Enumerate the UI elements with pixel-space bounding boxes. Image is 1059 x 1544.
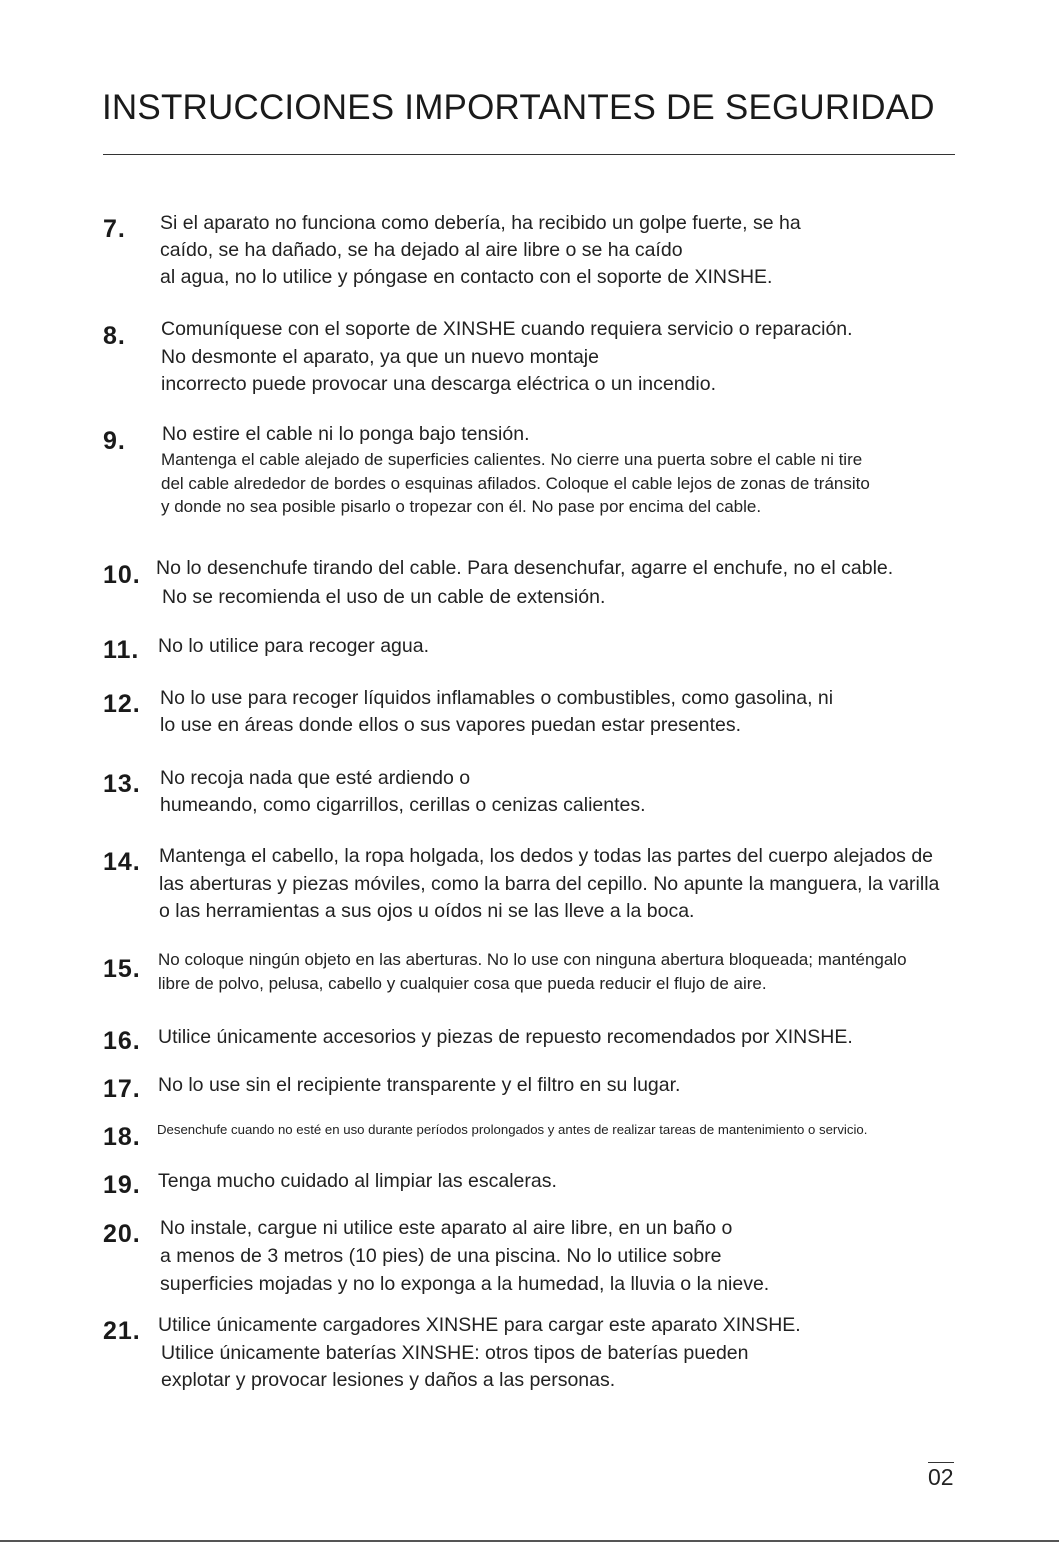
item-text-line: Utilice únicamente accesorios y piezas de repuesto recomendados por XINSHE. — [158, 1026, 853, 1048]
item-number: 9. — [103, 427, 126, 455]
item-text-line: a menos de 3 metros (10 pies) de una piscina. No lo utilice sobre — [160, 1245, 722, 1267]
item-text-line: No instale, cargue ni utilice este aparato al aire libre, en un baño o — [160, 1217, 733, 1239]
item-text-line: libre de polvo, pelusa, cabello y cualquier cosa que pueda reducir el flujo de aire. — [158, 974, 767, 993]
item-number: 8. — [103, 322, 126, 350]
item-text-line: Si el aparato no funciona como debería, ha recibido un golpe fuerte, se ha — [160, 212, 801, 234]
item-text-line: Tenga mucho cuidado al limpiar las escaleras. — [158, 1170, 557, 1192]
item-number: 15. — [103, 955, 141, 983]
item-text-line: caído, se ha dañado, se ha dejado al aire libre o se ha caído — [160, 239, 683, 261]
item-text-line: No lo desenchufe tirando del cable. Para desenchufar, agarre el enchufe, no el cable. — [156, 557, 894, 579]
item-text-line: lo use en áreas donde ellos o sus vapores puedan estar presentes. — [160, 714, 742, 736]
item-number: 16. — [103, 1027, 141, 1055]
item-number: 11. — [103, 636, 140, 664]
item-text-line: No lo utilice para recoger agua. — [158, 635, 429, 657]
item-text-line: No se recomienda el uso de un cable de extensión. — [162, 586, 606, 608]
item-text-line: y donde no sea posible pisarlo o tropezar con él. No pase por encima del cable. — [161, 497, 762, 516]
item-number: 20. — [103, 1220, 141, 1248]
item-text-line: No estire el cable ni lo ponga bajo tensión. — [162, 423, 530, 445]
item-text-line: superficies mojadas y no lo exponga a la humedad, la lluvia o la nieve. — [160, 1273, 770, 1295]
item-text-line: al agua, no lo utilice y póngase en contacto con el soporte de XINSHE. — [160, 266, 773, 288]
item-text-line: Utilice únicamente cargadores XINSHE para cargar este aparato XINSHE. — [158, 1314, 801, 1336]
item-number: 14. — [103, 848, 141, 876]
item-text-line: Comuníquese con el soporte de XINSHE cuando requiera servicio o reparación. — [161, 318, 853, 340]
item-text-line: No lo use sin el recipiente transparente y el filtro en su lugar. — [158, 1074, 681, 1096]
item-number: 17. — [103, 1075, 141, 1103]
item-text-line: humeando, como cigarrillos, cerillas o cenizas calientes. — [160, 794, 646, 816]
item-text-line: del cable alrededor de bordes o esquinas afilados. Coloque el cable lejos de zonas de tránsito — [161, 474, 870, 493]
item-text-line: No desmonte el aparato, ya que un nuevo montaje — [161, 346, 599, 368]
item-text-line: explotar y provocar lesiones y daños a las personas. — [161, 1369, 616, 1391]
item-number: 12. — [103, 690, 141, 718]
item-number: 10. — [103, 561, 141, 589]
item-text-line: Desenchufe cuando no esté en uso durante períodos prolongados y antes de realizar tareas de mantenimiento o servicio. — [157, 1122, 868, 1137]
item-number: 18. — [103, 1123, 141, 1151]
page-title: INSTRUCCIONES IMPORTANTES DE SEGURIDAD — [102, 88, 935, 127]
item-number: 13. — [103, 770, 141, 798]
item-text-line: las aberturas y piezas móviles, como la barra del cepillo. No apunte la manguera, la varilla — [159, 873, 940, 895]
title-divider — [103, 154, 955, 155]
item-number: 7. — [103, 215, 126, 243]
item-text-line: No recoja nada que esté ardiendo o — [160, 767, 471, 789]
item-number: 19. — [103, 1171, 141, 1199]
item-text-line: Mantenga el cabello, la ropa holgada, los dedos y todas las partes del cuerpo alejados de — [159, 845, 934, 867]
item-text-line: No lo use para recoger líquidos inflamables o combustibles, como gasolina, ni — [160, 687, 834, 709]
item-text-line: No coloque ningún objeto en las aberturas. No lo use con ninguna abertura bloqueada; manténgalo — [158, 950, 907, 969]
bottom-divider — [0, 1540, 1059, 1542]
item-number: 21. — [103, 1317, 141, 1345]
item-text-line: Utilice únicamente baterías XINSHE: otros tipos de baterías pueden — [161, 1342, 749, 1364]
item-text-line: incorrecto puede provocar una descarga eléctrica o un incendio. — [161, 373, 717, 395]
page-number: 02 — [928, 1464, 954, 1490]
item-text-line: Mantenga el cable alejado de superficies calientes. No cierre una puerta sobre el cable ni tire — [161, 450, 863, 469]
item-text-line: o las herramientas a sus ojos u oídos ni se las lleve a la boca. — [159, 900, 695, 922]
